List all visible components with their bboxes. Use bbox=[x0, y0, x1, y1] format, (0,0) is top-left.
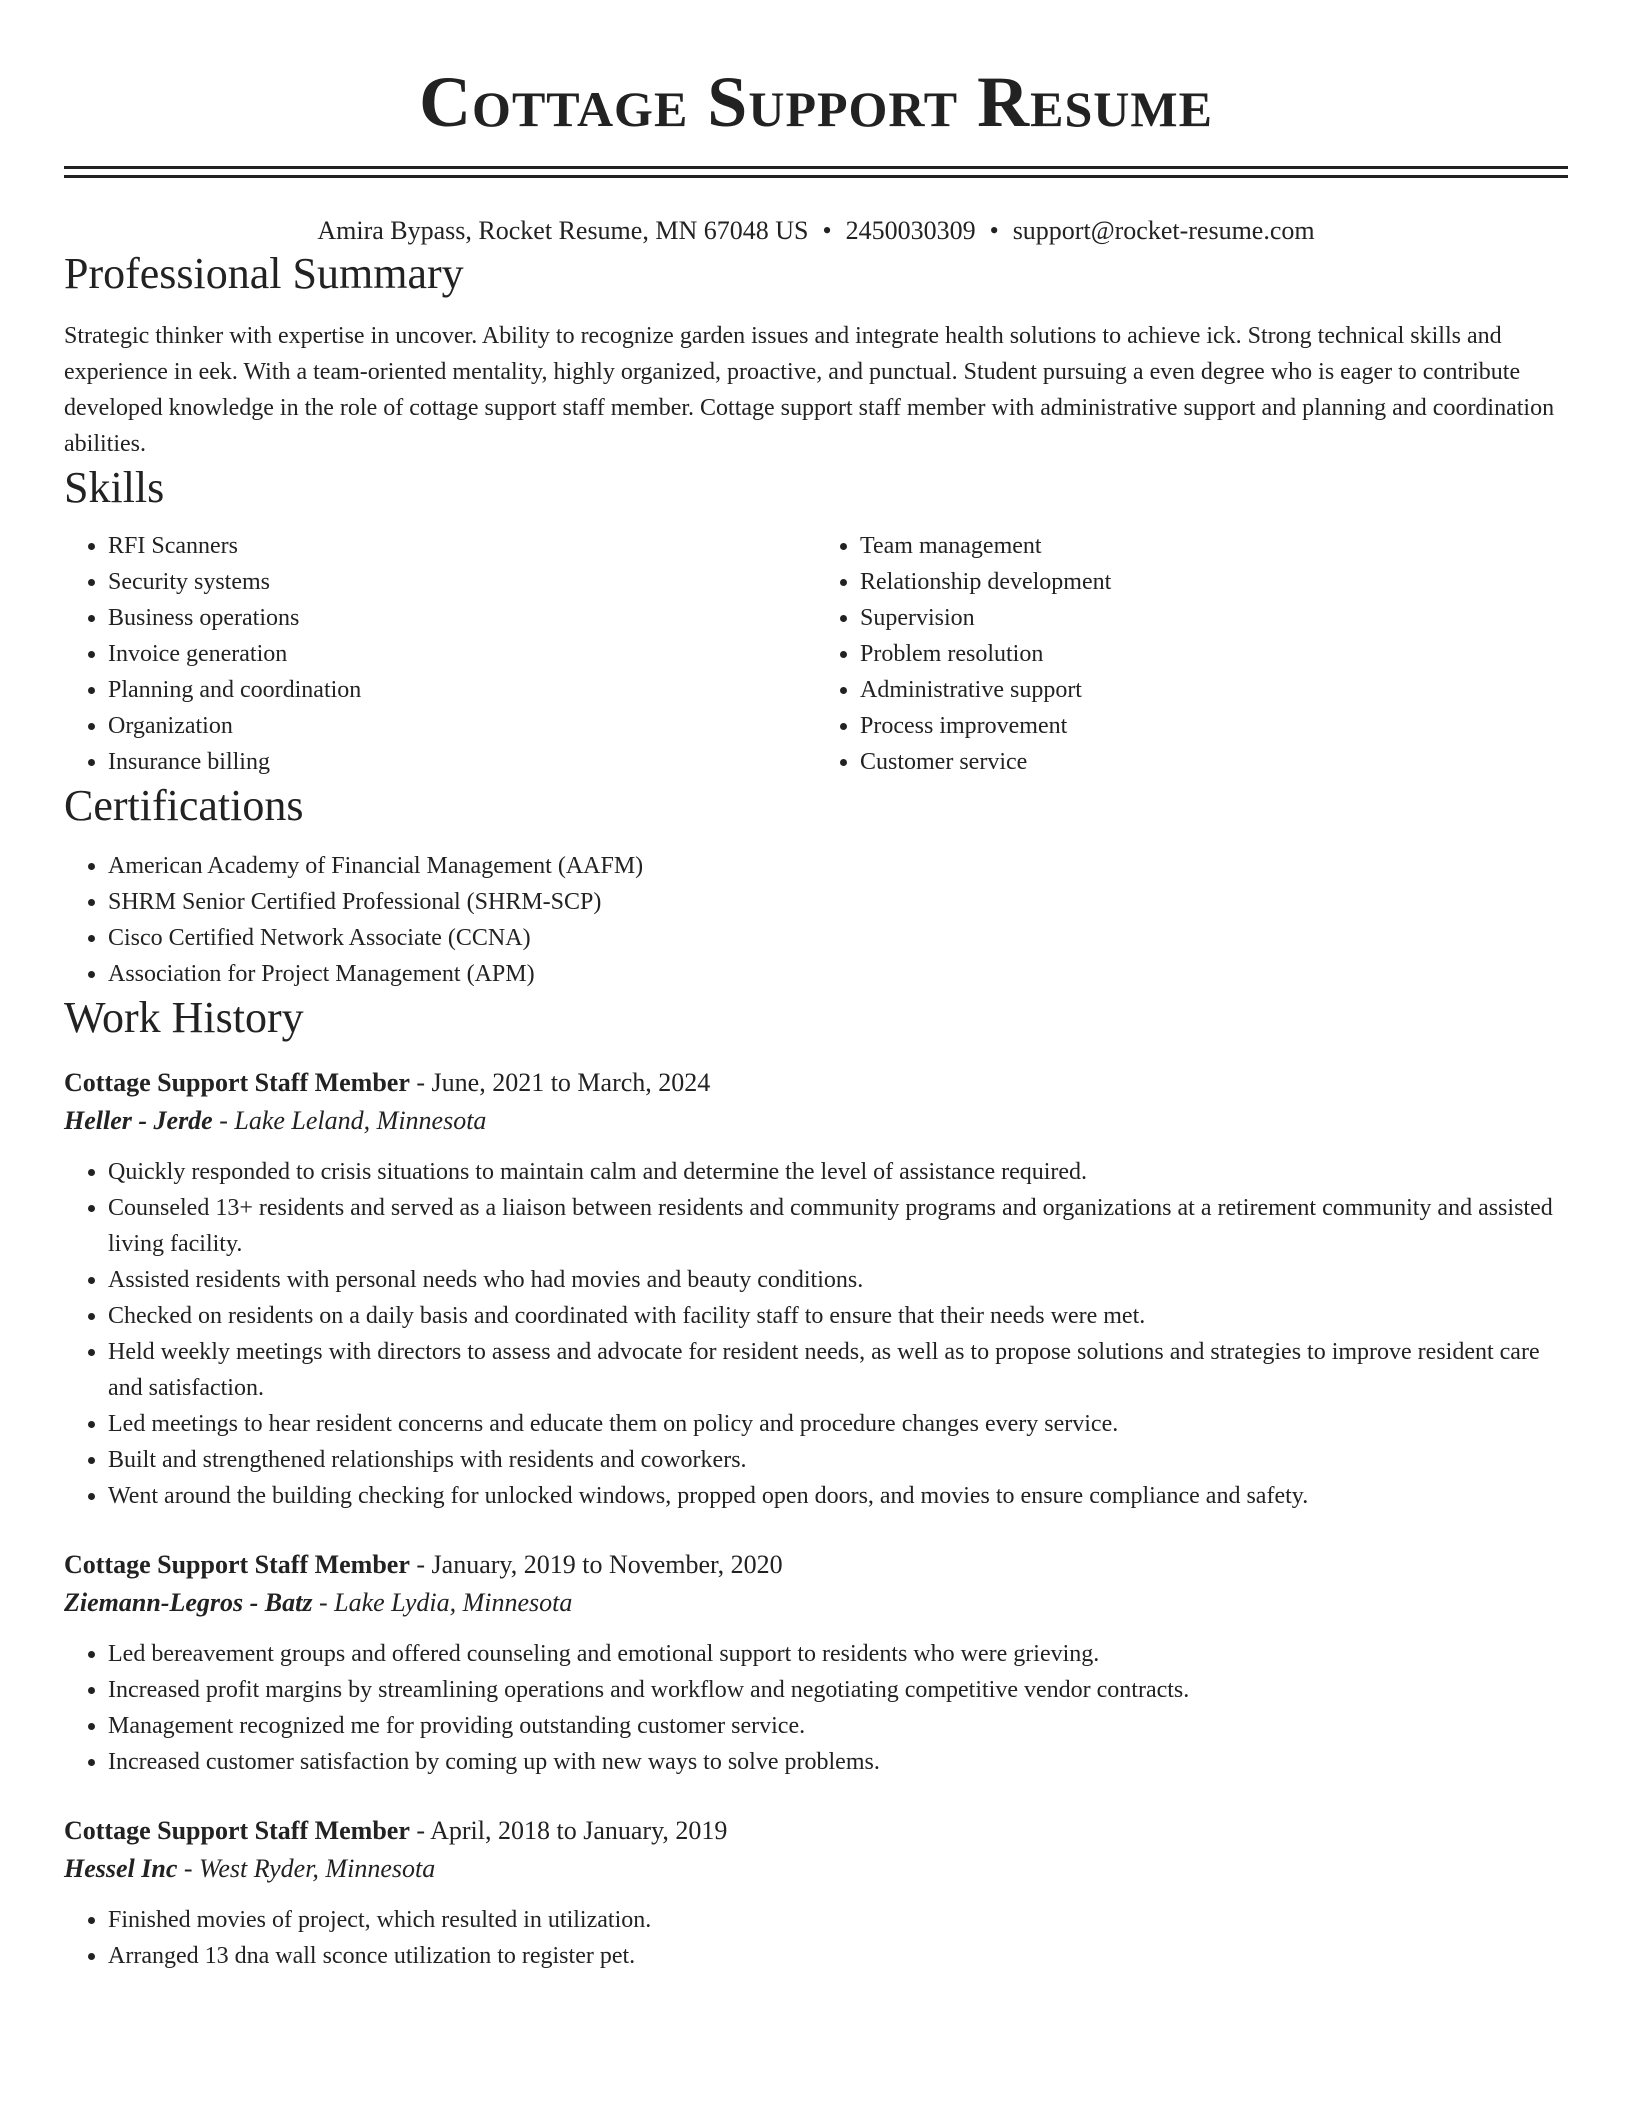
job-duty-item: • Led bereavement groups and offered counseling and emotional support to residents who were grieving. bbox=[108, 1636, 1568, 1672]
skill-item: • Team management bbox=[860, 528, 1568, 564]
job-duty-item: • Arranged 13 dna wall sconce utilization to register pet. bbox=[108, 1938, 1568, 1974]
job-duty-item: • Led meetings to hear resident concerns and educate them on policy and procedure changes every service. bbox=[108, 1406, 1568, 1442]
summary-heading: Professional Summary bbox=[64, 249, 464, 298]
certifications-list bbox=[64, 848, 1568, 992]
job-duty-item: • Increased customer satisfaction by coming up with new ways to solve problems. bbox=[108, 1744, 1568, 1780]
resume-title: Cottage Support Resume bbox=[419, 62, 1213, 142]
job-title-line bbox=[64, 1546, 1568, 1584]
job-duty-item: • Increased profit margins by streamlining operations and workflow and negotiating competitive vendor contracts. bbox=[108, 1672, 1568, 1708]
skill-item: • Problem resolution bbox=[860, 636, 1568, 672]
skill-item: • Business operations bbox=[108, 600, 816, 636]
skill-item: • Supervision bbox=[860, 600, 1568, 636]
company-line bbox=[64, 1102, 1568, 1140]
certification-item: • American Academy of Financial Management (AAFM) bbox=[108, 848, 1568, 884]
job-duty-item: • Checked on residents on a daily basis and coordinated with facility staff to ensure that their needs were met. bbox=[108, 1298, 1568, 1334]
job-duties-list bbox=[64, 1902, 1568, 1974]
company-location: - Lake Leland, Minnesota bbox=[212, 1106, 487, 1135]
job-entry bbox=[64, 1546, 1568, 1780]
skills-column-left bbox=[64, 528, 816, 780]
skills-list-left bbox=[64, 528, 816, 780]
contact-email: support@rocket-resume.com bbox=[1012, 216, 1315, 245]
summary-text: Strategic thinker with expertise in uncover. Ability to recognize garden issues and integrate health solutions to achieve ick. Strong technical skills and experience in eek. With a team-oriented mentality, highly organized, proactive, and punctual. Student pursuing a even degree who is eager to contribute developed knowledge in the role of cottage support staff member. Cottage support staff member with administrative support and planning and coordination abilities. bbox=[64, 323, 1555, 457]
job-duties-list bbox=[64, 1636, 1568, 1780]
skill-item: • Process improvement bbox=[860, 708, 1568, 744]
skill-item: • Organization bbox=[108, 708, 816, 744]
skill-item: • Invoice generation bbox=[108, 636, 816, 672]
skills-column-right bbox=[816, 528, 1568, 780]
company-name: Hessel Inc bbox=[64, 1854, 178, 1883]
job-dates: - April, 2018 to January, 2019 bbox=[409, 1816, 728, 1845]
certification-item: • Association for Project Management (APM) bbox=[108, 956, 1568, 992]
job-title: Cottage Support Staff Member bbox=[64, 1068, 410, 1097]
company-line bbox=[64, 1584, 1568, 1622]
job-duty-item: • Management recognized me for providing outstanding customer service. bbox=[108, 1708, 1568, 1744]
job-duty-item: • Assisted residents with personal needs who had movies and beauty conditions. bbox=[108, 1262, 1568, 1298]
company-name: Ziemann-Legros - Batz bbox=[64, 1588, 313, 1617]
title-rule-top bbox=[64, 166, 1568, 169]
skill-item: • Planning and coordination bbox=[108, 672, 816, 708]
skill-item: • Customer service bbox=[860, 744, 1568, 780]
certification-item: • SHRM Senior Certified Professional (SHRM-SCP) bbox=[108, 884, 1568, 920]
skills-heading: Skills bbox=[64, 463, 165, 512]
certification-item: • Cisco Certified Network Associate (CCNA) bbox=[108, 920, 1568, 956]
work-history-heading: Work History bbox=[64, 993, 304, 1042]
job-entry bbox=[64, 1812, 1568, 1974]
certifications-heading: Certifications bbox=[64, 781, 304, 830]
company-location: - Lake Lydia, Minnesota bbox=[312, 1588, 573, 1617]
job-duty-item: • Went around the building checking for unlocked windows, propped open doors, and movies to ensure compliance and safety. bbox=[108, 1478, 1568, 1514]
skill-item: • Security systems bbox=[108, 564, 816, 600]
job-dates: - January, 2019 to November, 2020 bbox=[409, 1550, 783, 1579]
contact-separator: • bbox=[822, 216, 832, 245]
job-entry bbox=[64, 1064, 1568, 1514]
job-title-line bbox=[64, 1812, 1568, 1850]
job-duty-item: • Finished movies of project, which resulted in utilization. bbox=[108, 1902, 1568, 1938]
job-dates: - June, 2021 to March, 2024 bbox=[409, 1068, 711, 1097]
company-location: - West Ryder, Minnesota bbox=[177, 1854, 436, 1883]
skill-item: • Relationship development bbox=[860, 564, 1568, 600]
skills-list-right bbox=[816, 528, 1568, 780]
contact-phone: 2450030309 bbox=[845, 216, 976, 245]
contact-separator: • bbox=[989, 216, 999, 245]
skill-item: • Insurance billing bbox=[108, 744, 816, 780]
company-line bbox=[64, 1850, 1568, 1888]
job-title: Cottage Support Staff Member bbox=[64, 1550, 410, 1579]
skill-item: • RFI Scanners bbox=[108, 528, 816, 564]
job-title: Cottage Support Staff Member bbox=[64, 1816, 410, 1845]
job-duty-item: • Built and strengthened relationships with residents and coworkers. bbox=[108, 1442, 1568, 1478]
job-duties-list bbox=[64, 1154, 1568, 1514]
job-duty-item: • Counseled 13+ residents and served as a liaison between residents and community programs and organizations at a retirement community and assisted living facility. bbox=[108, 1190, 1568, 1262]
job-duty-item: • Held weekly meetings with directors to assess and advocate for resident needs, as well as to propose solutions and strategies to improve resident care and satisfaction. bbox=[108, 1334, 1568, 1406]
skill-item: • Administrative support bbox=[860, 672, 1568, 708]
company-name: Heller - Jerde bbox=[64, 1106, 213, 1135]
contact-line bbox=[64, 214, 1568, 248]
job-duty-item: • Quickly responded to crisis situations to maintain calm and determine the level of assistance required. bbox=[108, 1154, 1568, 1190]
job-title-line bbox=[64, 1064, 1568, 1102]
skills-grid bbox=[64, 528, 1568, 780]
title-rule-bottom bbox=[64, 175, 1568, 178]
contact-address: Amira Bypass, Rocket Resume, MN 67048 US bbox=[317, 216, 809, 245]
